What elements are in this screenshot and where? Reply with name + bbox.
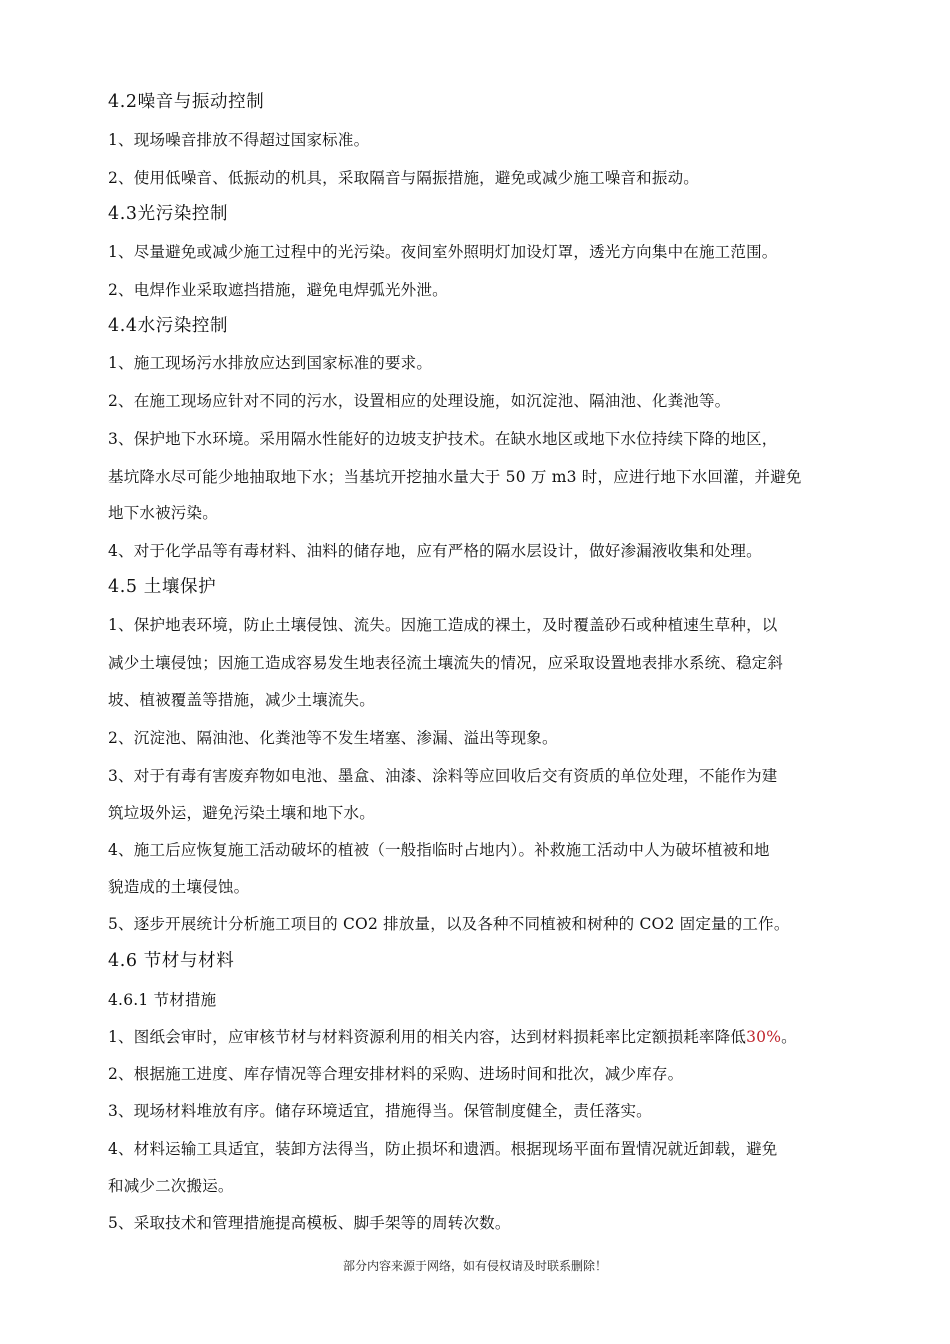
paragraph: 5、逐步开展统计分析施工项目的 CO2 排放量，以及各种不同植被和树种的 CO2 固定量的工作。 xyxy=(108,915,790,933)
paragraph: 3、保护地下水环境。采用隔水性能好的边坡支护技术。在缺水地区或地下水位持续下降的地区， xyxy=(108,430,778,448)
paragraph: 4、施工后应恢复施工活动破坏的植被（一般指临时占地内）。补救施工活动中人为破坏植被和地 xyxy=(108,841,770,859)
paragraph: 4、对于化学品等有毒材料、油料的储存地，应有严格的隔水层设计，做好渗漏液收集和处理。 xyxy=(108,542,762,560)
paragraph: 2、使用低噪音、低振动的机具，采取隔音与隔振措施，避免或减少施工噪音和振动。 xyxy=(108,169,699,187)
paragraph-continued: 基坑降水尽可能少地抽取地下水；当基坑开挖抽水量大于 50 万 m3 时，应进行地下水回灌，并避免 xyxy=(108,468,802,486)
section-heading-4-5: 4.5 土壤保护 xyxy=(108,577,217,597)
paragraph-text: 1、图纸会审时，应审核节材与材料资源利用的相关内容，达到材料损耗率比定额损耗率降低 xyxy=(108,1028,747,1046)
paragraph-continued: 貌造成的土壤侵蚀。 xyxy=(108,878,250,896)
subsection-heading-4-6-1: 4.6.1 节材措施 xyxy=(108,991,217,1009)
section-heading-4-6: 4.6 节材与材料 xyxy=(108,951,235,971)
paragraph-continued: 坡、植被覆盖等措施，减少土壤流失。 xyxy=(108,691,375,709)
paragraph xyxy=(108,1027,797,1047)
highlighted-percentage: 30% xyxy=(746,1028,782,1046)
paragraph: 2、电焊作业采取遮挡措施，避免电焊弧光外泄。 xyxy=(108,281,448,299)
paragraph: 3、对于有毒有害废弃物如电池、墨盒、油漆、涂料等应回收后交有资质的单位处理，不能作为建 xyxy=(108,767,778,785)
paragraph-continued: 筑垃圾外运，避免污染土壤和地下水。 xyxy=(108,804,375,822)
page-footer-disclaimer: 部分内容来源于网络，如有侵权请及时联系删除！ xyxy=(342,1259,607,1273)
paragraph: 4、材料运输工具适宜，装卸方法得当，防止损坏和遗洒。根据现场平面布置情况就近卸载，避免 xyxy=(108,1140,778,1158)
paragraph: 1、施工现场污水排放应达到国家标准的要求。 xyxy=(108,354,433,372)
section-heading-4-4: 4.4水污染控制 xyxy=(108,316,229,336)
paragraph-continued: 地下水被污染。 xyxy=(108,504,218,522)
paragraph: 2、在施工现场应针对不同的污水，设置相应的处理设施，如沉淀池、隔油池、化粪池等。 xyxy=(108,392,731,410)
paragraph-continued: 和减少二次搬运。 xyxy=(108,1177,234,1195)
paragraph: 1、现场噪音排放不得超过国家标准。 xyxy=(108,131,370,149)
paragraph: 1、保护地表环境，防止土壤侵蚀、流失。因施工造成的裸土，及时覆盖砂石或种植速生草种，以 xyxy=(108,616,778,634)
paragraph-continued: 减少土壤侵蚀；因施工造成容易发生地表径流土壤流失的情况，应采取设置地表排水系统、稳定斜 xyxy=(108,654,784,672)
section-heading-4-2: 4.2噪音与振动控制 xyxy=(108,92,265,112)
paragraph: 2、沉淀池、隔油池、化粪池等不发生堵塞、渗漏、溢出等现象。 xyxy=(108,729,558,747)
section-heading-4-3: 4.3光污染控制 xyxy=(108,204,229,224)
paragraph: 3、现场材料堆放有序。储存环境适宜，措施得当。保管制度健全，责任落实。 xyxy=(108,1102,652,1120)
paragraph-text-end: 。 xyxy=(781,1028,797,1046)
paragraph: 2、根据施工进度、库存情况等合理安排材料的采购、进场时间和批次，减少库存。 xyxy=(108,1065,684,1083)
paragraph: 5、采取技术和管理措施提高模板、脚手架等的周转次数。 xyxy=(108,1214,511,1232)
paragraph: 1、尽量避免或减少施工过程中的光污染。夜间室外照明灯加设灯罩，透光方向集中在施工范围。 xyxy=(108,243,778,261)
